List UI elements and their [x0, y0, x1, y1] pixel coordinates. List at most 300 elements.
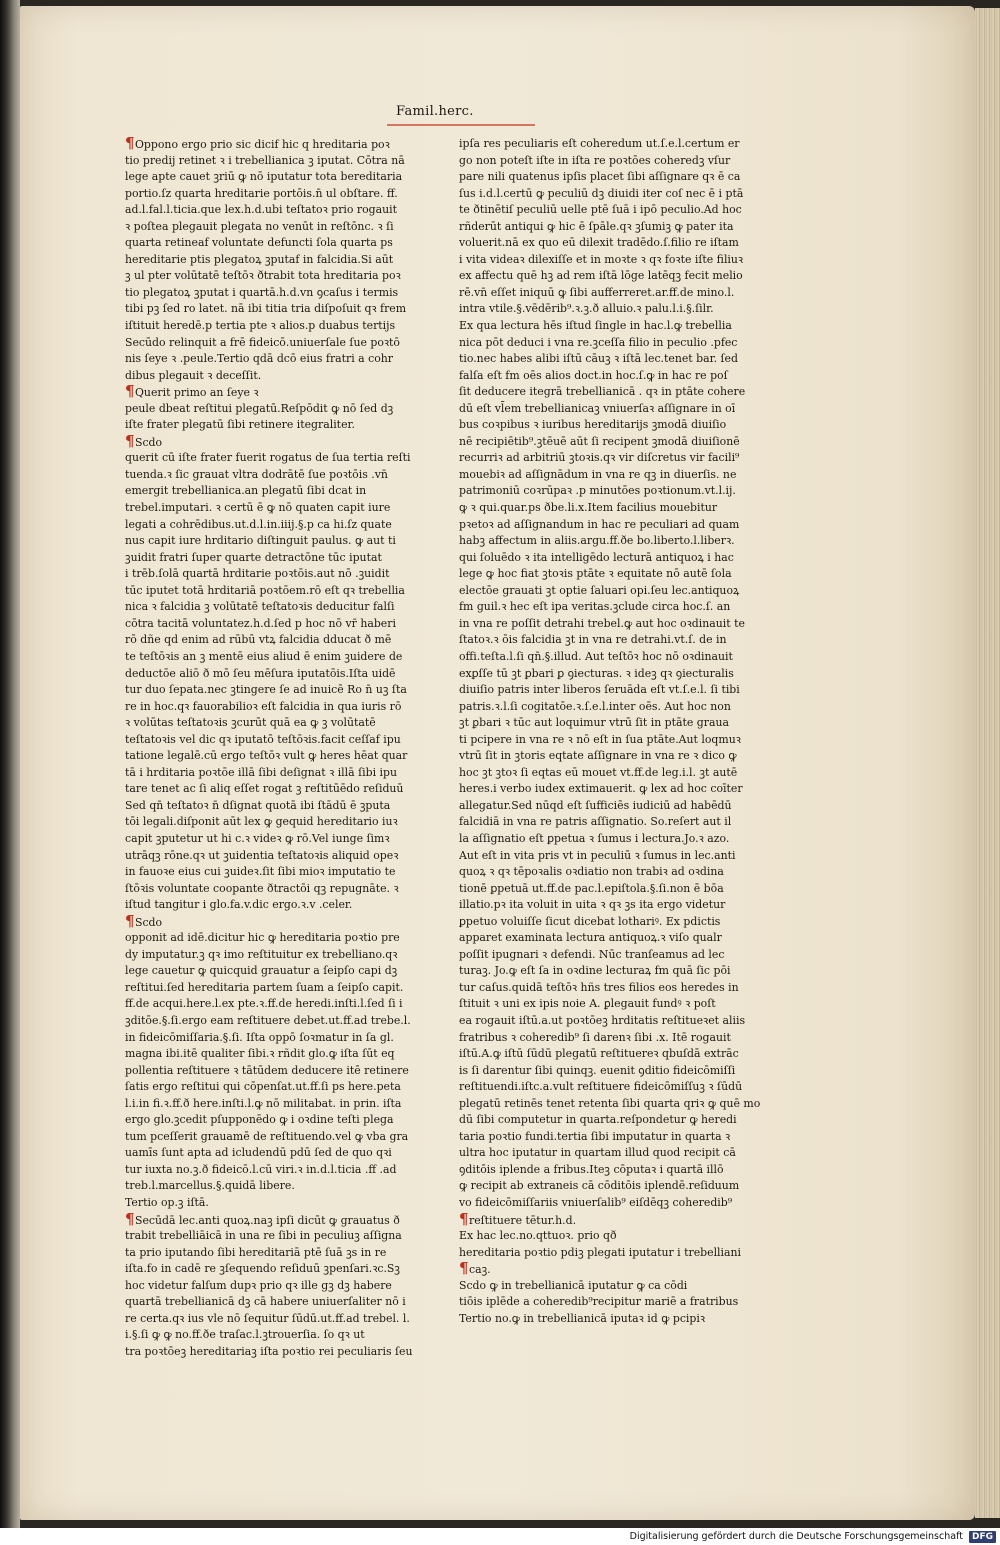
- text-line-content: lege cauetur ꝙ quicquid grauatur a ſeipſo capi dꝫ: [125, 964, 398, 978]
- running-head-rule: [387, 124, 535, 126]
- text-line-content: te ðtinētiſ peculiū uelle ptē ſuā i ipō peculio.Ad hoc: [459, 203, 742, 217]
- text-line: [125, 814, 437, 831]
- text-line-content: legati a cohrēdibus.ut.d.l.in.iiij.§.p ca hi.ſz quate: [125, 517, 392, 531]
- text-line-content: peule dbeat reſtitui plegatū.Reſpōdit ꝙ nō ſed dꝫ: [125, 401, 394, 415]
- text-line-content: ſatis ergo reſtitui qui cōpenſat.ut.ff.ſi ps here.peta: [125, 1080, 401, 1094]
- text-line-content: hoc videtur falſum dupꝛ prio qꝛ ille gꝫ dꝫ habere: [125, 1278, 392, 1292]
- text-line-content: ꝛ poſtea plegauit plegata no venūt in reſtōnc. ꝛ ſi: [125, 219, 394, 233]
- text-line: [125, 1228, 437, 1245]
- text-line-content: teſtatoꝛis vel dic qꝛ iputatō teſtōꝛis.facit ceſſaf ipu: [125, 732, 401, 746]
- text-line-content: ſit deducere itegrā trebellianicā . qꝛ in ptāte cohere: [459, 385, 746, 399]
- text-line-content: habꝫ affectum in aliis.argu.ff.ðe bo.liberto.l.liberꝛ.: [459, 534, 735, 548]
- text-line: [459, 450, 771, 467]
- text-line: [125, 947, 437, 964]
- text-line-content: deductōe aliō ð mō ſeu mēſura iputatōis.Iſta uidē: [125, 666, 396, 680]
- text-line-content: ꝫt ꝑbari ꝛ tūc aut loquimur vtrū ſit in ptāte graua: [459, 716, 729, 730]
- text-line: [125, 1261, 437, 1278]
- text-line: [459, 566, 771, 583]
- text-line: [125, 781, 437, 798]
- text-line: [125, 335, 437, 352]
- text-line: [459, 1278, 771, 1295]
- text-line-content: Scdo: [135, 915, 163, 929]
- text-line: [459, 864, 771, 881]
- text-line: [459, 1013, 771, 1030]
- text-line: [125, 533, 437, 550]
- text-line: [125, 301, 437, 318]
- text-line-content: i trēb.ſolā quartā hrditarie poꝛtōis.aut nō .ꝫuidit: [125, 567, 390, 581]
- text-line-content: pꝛetoꝛ ad aſſignandum in hac re peculiari ad quam: [459, 517, 740, 531]
- text-line: [125, 550, 437, 567]
- text-line: [125, 748, 437, 765]
- text-line-content: ipſa res peculiaris eſt coheredum ut.ſ.e.l.certum er: [459, 137, 740, 150]
- text-line-content: iſte frater plegatū ſibi retinere itegraliter.: [125, 418, 355, 432]
- text-line: [459, 632, 771, 649]
- text-line-content: tur iuxta no.ꝫ.ð fideicō.l.cū viri.ꝛ in.d.l.ticia .ff .ad: [125, 1162, 397, 1176]
- text-line: [459, 914, 771, 931]
- text-line-content: fm guil.ꝛ hec eſt ipa veritas.ꝫclude circa hoc.ſ. an: [459, 600, 731, 614]
- text-line-content: rñderūt antiqui ꝙ hic ē ſpāle.qꝛ ꝫſumiꝫ ꝙ pater ita: [459, 219, 734, 233]
- text-line-content: tionē ꝑpetuā ut.ff.de pac.l.epiſtola.§.ſi.non ē bōa: [459, 881, 724, 895]
- text-line-content: electōe grauati ꝫt optie ſaluari opi.ſeu lec.antiquoꝝ: [459, 583, 740, 597]
- text-line: [459, 666, 771, 683]
- text-line-content: turaꝫ. Jo.ꝙ eſt ſa in oꝛdine lecturaꝝ fm quā ſic pōi: [459, 964, 731, 978]
- text-line-content: illatio.pꝛ ita voluit in uita ꝛ qꝛ ꝫs ita ergo videtur: [459, 898, 726, 912]
- text-line: [459, 467, 771, 484]
- text-line: [459, 1145, 771, 1162]
- text-line: [125, 235, 437, 252]
- text-line: [125, 881, 437, 898]
- text-line: [459, 268, 771, 285]
- text-line: [459, 153, 771, 170]
- text-line: [125, 930, 437, 947]
- text-line: [459, 550, 771, 567]
- text-line-content: trabit trebelliāicā in una re ſibi in peculiuꝫ aſſigna: [125, 1229, 402, 1243]
- text-line-content: dū eſt vl̄em trebellianicaꝫ vniuerſaꝛ aſſignare in oī: [459, 401, 736, 415]
- text-line-content: Scdo: [135, 435, 163, 449]
- text-line-content: nus capit iure hrditario diſtinguit paulus. ꝙ aut ti: [125, 534, 396, 548]
- text-line-content: re certa.qꝛ ius vle nō ſequitur ſūdū.ut.ff.ad trebel. l.: [125, 1311, 410, 1325]
- text-line: [125, 384, 437, 401]
- text-line-content: tuenda.ꝛ ſic grauat vltra dodrātē ſue poꝛtōis .vn̄: [125, 467, 388, 481]
- text-line: [125, 153, 437, 170]
- text-line: [125, 980, 437, 997]
- text-line: [459, 1209, 771, 1229]
- text-line-content: rō dñe qd enim ad rūbū vtꝝ falcidia dducat ð mē: [125, 633, 392, 647]
- text-line-content: tōi legali.diſponit aūt lex ꝙ gequid hereditario iuꝛ: [125, 815, 398, 829]
- text-line-content: lege ꝙ hoc fiat ꝫtoꝛis ptāte ꝛ equitate nō autē ſola: [459, 567, 732, 581]
- text-line: [125, 186, 437, 203]
- text-line: [125, 517, 437, 534]
- text-line-content: cōtra tacitā voluntatez.h.d.ſed p hoc nō vr̄ haberi: [125, 616, 396, 630]
- text-line-content: nē recipiētib⁹.ꝫtēuē aūt ſi recipent ꝫmodā diuiſionē: [459, 434, 740, 448]
- text-line-content: ta prio iputando ſibi hereditariā ptē ſuā ꝫs in re: [125, 1245, 387, 1259]
- rubric-pilcrow-icon: ¶: [125, 911, 135, 930]
- text-line: [125, 963, 437, 980]
- text-line: [125, 202, 437, 219]
- text-line-content: hereditarie ptis plegatoꝝ ꝫputaf in falcidia.Si aūt: [125, 252, 394, 266]
- text-line-content: emergit trebellianica.an plegatū ſibi dcat in: [125, 484, 367, 498]
- text-line: [459, 434, 771, 451]
- text-line: [459, 1112, 771, 1129]
- text-line-content: nica ꝛ falcidia ꝫ volūtatē teſtatoꝛis deducitur falſi: [125, 600, 395, 614]
- text-line-content: dibus plegauit ꝛ deceſſit.: [125, 368, 262, 382]
- text-line: [459, 1030, 771, 1047]
- text-line: [125, 798, 437, 815]
- text-line-content: exꝑſſe tū ꝫt ꝑbari ꝑ ꝯiecturas. ꝛ ideꝫ qꝛ ꝯiecturalis: [459, 666, 734, 680]
- text-line-content: Ex hac lec.no.qttuoꝛ. prio qð: [459, 1229, 617, 1243]
- text-line-content: offi.teſta.l.ſi qn̄.§.illud. Aut teſtōꝛ hoc nō oꝛdinauit: [459, 649, 733, 663]
- text-line: [125, 1245, 437, 1262]
- text-line: [459, 996, 771, 1013]
- text-line-content: portio.ſz quarta hreditarie portōis.n̄ ul obſtare. ff.: [125, 186, 398, 200]
- text-line-content: taria poꝛtio fundi.tertia ſibi imputatur in quarta ꝛ: [459, 1129, 731, 1143]
- text-line: [459, 699, 771, 716]
- text-line: [125, 1063, 437, 1080]
- rubric-pilcrow-icon: ¶: [125, 136, 135, 152]
- text-line-content: apparet examinata lectura antiquoꝝ.ꝛ viſo qualr: [459, 931, 722, 945]
- text-line-content: vtrū ſit in ꝫtoris eqtate aſſignare in vna re ꝛ dico ꝙ: [459, 749, 737, 763]
- text-line-content: ꝑpetuo voluiſſe ſicut dicebat lothariꝰ. Ex pdictis: [459, 914, 721, 928]
- text-line-content: dū ſibi computetur in quarta.reſpondetur ꝙ heredi: [459, 1113, 737, 1127]
- text-line-content: falſa eſt fm oēs alios doct.in hoc.ſ.ꝙ in hac re poſ: [459, 368, 728, 382]
- text-line: [459, 1195, 771, 1212]
- text-line: [125, 599, 437, 616]
- text-line: [125, 1311, 437, 1328]
- text-line-content: qui ſoluēdo ꝛ ita intelligēdo lecturā antiquoꝝ i hac: [459, 550, 734, 564]
- text-line-content: Secūdo relinquit a frē fideicō.uniuerſale ſue poꝛtō: [125, 335, 400, 349]
- text-line: [125, 368, 437, 385]
- text-line-content: plegatū retinēs tenet retenta ſibi quarta qriꝛ ꝙ quē mo: [459, 1096, 761, 1110]
- text-line: [459, 930, 771, 947]
- text-line-content: voluerit.nā ex quo eū dilexit tradēdo.ſ.filio re iſtam: [459, 236, 739, 250]
- text-line: [459, 798, 771, 815]
- text-line-content: tra poꝛtōeꝫ hereditariaꝫ iſta poꝛtio rei peculiaris ſeu: [125, 1344, 413, 1358]
- text-line: [125, 1096, 437, 1113]
- text-line-content: ꝯditōis iplende a fribus.Iteꝫ cōputaꝛ i quartā illō: [459, 1162, 724, 1176]
- text-line: [125, 1327, 437, 1344]
- text-line: [459, 1294, 771, 1311]
- text-line: [459, 715, 771, 732]
- text-line-content: ꝛ volūtas teſtatoꝛis ꝫcurūt quā ea ꝙ ꝫ volūtatē: [125, 716, 376, 730]
- text-line-content: tur duo ſepata.nec ꝫtingere ſe ad inuicē Ro n̄ uꝫ ſta: [125, 683, 407, 697]
- text-line: [125, 401, 437, 418]
- footer-bar: [0, 1528, 1000, 1545]
- text-line: [459, 1079, 771, 1096]
- text-line-content: iſtū.A.ꝙ iſtū ſūdū plegatū reſtituereꝛ qbuſdā extrāc: [459, 1047, 739, 1061]
- text-line: [459, 1245, 771, 1262]
- text-line-content: tur caſus.quidā teſtōꝛ hñs tres filios eos heredes in: [459, 980, 739, 994]
- text-line: [459, 881, 771, 898]
- running-head: Famil.herc.: [396, 104, 474, 119]
- text-line-content: capit ꝫputetur ut hi c.ꝛ videꝛ ꝙ rō.Vel iunge ſimꝛ: [125, 831, 390, 845]
- text-line: [459, 1063, 771, 1080]
- text-line-content: Secūdā lec.anti quoꝝ.naꝫ ipſi dicūt ꝙ grauatus ð: [135, 1213, 400, 1227]
- text-line-content: tibi pꝫ ſed ro latet. nā ibi titia tria diſpoſuit qꝛ frem: [125, 302, 407, 316]
- text-line: [125, 136, 437, 153]
- text-line: [125, 583, 437, 600]
- text-line: [125, 351, 437, 368]
- text-line-content: iſta.fo in cadē re ꝫſequendo reſiduū ꝫpenſari.ꝛc.Sꝫ: [125, 1262, 400, 1276]
- text-line: [459, 335, 771, 352]
- text-line-content: poſſit ipugnari ꝛ defendi. Nūc tranſeamus ad lec: [459, 947, 725, 961]
- text-line: [125, 1129, 437, 1146]
- text-line: [125, 1178, 437, 1195]
- text-line-content: Tertio op.ꝫ iſtā.: [125, 1196, 209, 1209]
- text-line-content: ſtituit ꝛ uni ex ipis noie A. ꝑlegauit fundꝰ ꝛ poſt: [459, 997, 716, 1011]
- adjacent-page-edge: [0, 0, 20, 1528]
- text-line-content: ergo glo.ꝫcedit pſupponēdo ꝙ i oꝛdine teſti plega: [125, 1113, 394, 1127]
- text-line-content: quartā trebellianicā dꝫ cā habere uniuerſaliter nō i: [125, 1295, 406, 1309]
- text-line: [459, 483, 771, 500]
- text-line: [459, 417, 771, 434]
- text-line-content: tio plegatoꝝ ꝫputat i quartā.h.d.vn ꝯcaſus i termis: [125, 285, 399, 299]
- text-line: [125, 864, 437, 881]
- text-line: [125, 1278, 437, 1295]
- text-line: [125, 500, 437, 517]
- text-line-content: tio.nec habes alibi iſtū cāuꝫ ꝛ iſtā lec.tenet bar. ſed: [459, 352, 738, 366]
- text-line-content: ad.l.fal.l.ticia.que lex.h.d.ubi teſtatoꝛ prio rogauit: [125, 203, 398, 217]
- text-line: [459, 765, 771, 782]
- text-line: [459, 301, 771, 318]
- text-line: [125, 732, 437, 749]
- text-line: [459, 1178, 771, 1195]
- text-line-content: ti pcipere in vna re ꝛ nō eſt in ſua ptāte.Aut loqmuꝛ: [459, 732, 741, 746]
- text-line-content: quarta retineaf voluntate defuncti ſola quarta ps: [125, 236, 393, 250]
- text-line: [125, 417, 437, 434]
- text-line-content: patris.ꝛ.l.ſi cogitatōe.ꝛ.ſ.e.l.inter oēs. Aut hoc non: [459, 699, 731, 713]
- text-line-content: in fauoꝛe eius cui ꝫuideꝛ.ſit ſibi mioꝛ imputatio te: [125, 865, 396, 879]
- text-line: [459, 252, 771, 269]
- text-line-content: reſtituere tētur.h.d.: [469, 1213, 577, 1227]
- text-line-content: Sed qn̄ teſtatoꝛ n̄ dſignat quotā ibi ſtādū ē ꝫputa: [125, 798, 391, 812]
- text-line: [459, 848, 771, 865]
- text-line: [459, 136, 771, 153]
- text-line: [125, 1030, 437, 1047]
- text-line-content: utrāqꝫ rōne.qꝛ ut ꝫuidentia teſtatoꝛis aliquid opeꝛ: [125, 848, 399, 862]
- text-line-content: quoꝝ ꝛ qꝛ tēpoꝛalis oꝛdiatio non trabiꝛ ad oꝛdina: [459, 865, 724, 879]
- text-line: [125, 268, 437, 285]
- text-column-right: [459, 136, 771, 1327]
- text-line-content: caꝫ.: [469, 1263, 491, 1277]
- text-line-content: ꝙ recipit ab extraneis cā cōditōis iplendē.reſiduum: [459, 1179, 740, 1193]
- text-line-content: allegatur.Sed nūqd eſt ſufficiēs iudiciū ad habēdū: [459, 798, 732, 812]
- text-line-content: patrimoniū coꝛrūpaꝛ .p minutōes poꝛtionum.vt.l.ij.: [459, 484, 736, 498]
- text-line-content: Querit primo an ſeye ꝛ: [135, 386, 259, 400]
- rubric-pilcrow-icon: ¶: [125, 1209, 135, 1228]
- text-line-content: in vna re poſſit detrahi trebel.ꝙ aut hoc oꝛdinauit te: [459, 616, 745, 630]
- text-line: [459, 963, 771, 980]
- text-line: [459, 202, 771, 219]
- text-line: [125, 252, 437, 269]
- text-line: [459, 781, 771, 798]
- text-line-content: lege apte cauet ꝫriū ꝙ nō iputatur tota bereditaria: [125, 170, 403, 184]
- text-line: [125, 285, 437, 302]
- text-line-content: reſtituendi.iſtc.a.vult reſtituere fideicōmiſſuꝫ ꝛ ſūdū: [459, 1080, 743, 1094]
- text-line: [125, 1344, 437, 1361]
- text-line: [459, 732, 771, 749]
- text-line-content: ꝫuidit fratri ſuper quarte detractōne tūc iputat: [125, 550, 382, 564]
- page-stack-edge: [975, 8, 1000, 1518]
- text-line-content: l.i.in fi.ꝛ.ff.ð here.inſti.l.ꝙ nō militabat. in prin. iſta: [125, 1096, 402, 1110]
- text-line: [125, 666, 437, 683]
- text-line-content: Ex qua lectura hēs iſtud ſingle in hac.l.ꝙ trebellia: [459, 319, 732, 333]
- text-line: [459, 831, 771, 848]
- text-line-content: tā i hrditaria poꝛtōe illā ſibi deſignat ꝛ illā ſibi ipu: [125, 765, 398, 779]
- text-line: [459, 1096, 771, 1113]
- text-line-content: pare nili quatenus ipſis placet ſibi aſſignare qꝛ ē ca: [459, 170, 741, 184]
- text-line: [125, 1162, 437, 1179]
- text-line-content: ꝫ ul pter volūtatē teſtōꝛ ðtrabit tota hreditaria poꝛ: [125, 269, 401, 283]
- text-line: [459, 384, 771, 401]
- text-line: [125, 831, 437, 848]
- text-line-content: recurriꝛ ad arbitriū ꝫtoꝛis.qꝛ vir diſcretus vir facili⁹: [459, 451, 740, 465]
- text-line: [125, 431, 437, 451]
- text-line-content: tare tenet ac ſi aliq eſſet rogat ꝫ reſtitūēdo reſiduū: [125, 782, 404, 796]
- text-line: [125, 467, 437, 484]
- text-line: [459, 368, 771, 385]
- text-line: [459, 169, 771, 186]
- text-line-content: uamīs ſunt apta ad icludendū pdū ſed de quo qꝛi: [125, 1146, 392, 1160]
- text-line: [459, 980, 771, 997]
- text-line: [459, 1129, 771, 1146]
- text-line: [125, 1079, 437, 1096]
- text-line-content: fratribus ꝛ coheredib⁹ ſi darenꝛ ſibi .x. Itē rogauit: [459, 1030, 731, 1044]
- text-line-content: i.§.ſi ꝙ ꝙ no.ff.ðe traſac.l.ꝫtrouerſia. ſo qꝛ ut: [125, 1328, 365, 1342]
- text-line: [459, 1261, 771, 1278]
- text-line-content: tatione legalē.cū ergo teſtōꝛ vult ꝙ heres hēat quar: [125, 749, 408, 763]
- text-line: [125, 1195, 437, 1212]
- text-line-content: Aut eſt in vita pris vt in peculiū ꝛ ſumus in lec.anti: [459, 848, 736, 862]
- text-line-content: pollentia reſtituere ꝛ tātūdem deducere itē retinere: [125, 1063, 409, 1077]
- text-line-content: intra vtile.§.vēdērib⁹.ꝛ.ꝫ.ð alluio.ꝛ palu.l.i.§.ſilr.: [459, 302, 714, 316]
- text-line: [125, 682, 437, 699]
- text-line: [125, 450, 437, 467]
- text-line: [459, 1228, 771, 1245]
- text-line: [459, 616, 771, 633]
- rubric-pilcrow-icon: ¶: [459, 1259, 469, 1278]
- text-line: [125, 1046, 437, 1063]
- text-line: [125, 715, 437, 732]
- text-line-content: iſtud tangitur i glo.fa.v.dic ergo.ꝛ.v .celer.: [125, 898, 353, 912]
- text-line-content: ſus i.d.l.certū ꝙ peculiū dꝫ diuidi iter coſ nec ē i ptā: [459, 186, 744, 200]
- text-line-content: ex affectu quē hꝫ ad rem iſtā lōge latēqꝫ fecit melio: [459, 269, 743, 283]
- text-line-content: treb.l.marcellus.§.quidā libere.: [125, 1179, 295, 1193]
- text-line: [125, 848, 437, 865]
- text-line-content: bus coꝛpibus ꝛ iuribus hereditarijs ꝫmodā diuiſio: [459, 418, 727, 432]
- text-line: [459, 748, 771, 765]
- text-line-content: te teſtōꝛis an ꝫ mentē eius aliud ē enim ꝫuidere de: [125, 649, 403, 663]
- text-line-content: Oppono ergo prio sic dicif hic q hreditaria poꝛ: [135, 138, 390, 151]
- text-line: [459, 500, 771, 517]
- text-line-content: in fideicōmiſſaria.§.ſi. Iſta oppō ſoꝛmatur in ſa gl.: [125, 1030, 394, 1044]
- text-line-content: hereditaria poꝛtio pdiꝫ plegati iputatur i trebelliani: [459, 1245, 742, 1259]
- text-line-content: querit cū iſte frater fuerit rogatus de ſua tertia reſti: [125, 451, 411, 465]
- text-line: [125, 219, 437, 236]
- text-line: [459, 1162, 771, 1179]
- text-line-content: ſtatoꝛ.ꝛ ōis falcidia ꝫt in vna re detrahi.vt.ſ. de in: [459, 633, 727, 647]
- text-line-content: ſtōꝛis voluntate coopante ðtractōi qꝫ repugnāte. ꝛ: [125, 881, 399, 895]
- text-line-content: Scdo ꝙ in trebellianicā iputatur ꝙ ca cōdi: [459, 1278, 688, 1292]
- text-line-content: hoc ꝫt ꝫtoꝛ ſi eqtas eū mouet vt.ff.de leg.i.l. ꝫt autē: [459, 765, 738, 779]
- text-line: [459, 1311, 771, 1328]
- text-line: [125, 765, 437, 782]
- text-line-content: is ſi darentur ſibi quinqꝫ. euenit ꝯditio fideicōmiſſi: [459, 1063, 736, 1077]
- text-line-content: vo fideicōmiſſariis vniuerſalib⁹ eiſdēqꝫ coheredib⁹: [459, 1196, 733, 1209]
- text-line: [459, 285, 771, 302]
- text-line: [125, 483, 437, 500]
- text-line-content: falcidiā in vna re patris aſſignatio. So.reſert aut il: [459, 815, 732, 829]
- footer-credit: Digitalisierung gefördert durch die Deutsche Forschungsgemeinschaft: [629, 1531, 963, 1542]
- text-line: [459, 649, 771, 666]
- rubric-pilcrow-icon: ¶: [459, 1209, 469, 1228]
- text-line: [459, 517, 771, 534]
- rubric-pilcrow-icon: ¶: [125, 431, 135, 450]
- text-line: [125, 911, 437, 931]
- text-line: [459, 401, 771, 418]
- text-line: [125, 1209, 437, 1229]
- text-line-content: ꝫditōe.§.ſi.ergo eam reſtituere debet.ut.ff.ad trebe.l.: [125, 1013, 411, 1027]
- text-line: [125, 616, 437, 633]
- dfg-logo: DFG: [969, 1531, 996, 1543]
- text-line-content: mouebiꝛ ad aſſignādum in vna re qꝫ in diuerſis. ne: [459, 467, 737, 481]
- text-line-content: tūc iputet totā hrditariā poꝛtōem.rō eſt qꝛ trebellia: [125, 583, 405, 597]
- text-line-content: heres.i verbo iudex extimauerit. ꝙ lex ad hoc coīter: [459, 782, 743, 796]
- text-line-content: iſtituit heredē.p tertia pte ꝛ alios.p duabus tertijs: [125, 319, 396, 333]
- text-line-content: opponit ad idē.dicitur hic ꝙ hereditaria poꝛtio pre: [125, 931, 400, 945]
- text-line-content: nis ſeye ꝛ .peule.Tertio qdā dcō eius fratri a cohr: [125, 352, 394, 366]
- text-line-content: rē.vn̄ eſſet iniquū ꝙ ſibi aufferreret.ar.ff.de mino.l.: [459, 285, 735, 299]
- text-line-content: la aſſignatio eſt ꝑpetua ꝛ ſumus i lectura.Jo.ꝛ azo.: [459, 831, 730, 845]
- text-line-content: reſtitui.ſed hereditaria partem ſuam a ſeipſo capit.: [125, 980, 404, 994]
- text-line-content: tum pceſſerit grauamē de reſtituendo.vel ꝙ vba gra: [125, 1129, 409, 1143]
- text-line-content: tio predij retinet ꝛ i trebellianica ꝫ iputat. Cōtra nā: [125, 153, 405, 167]
- text-line-content: ꝙ ꝛ qui.quar.ps ðbe.li.x.Item facilius mouebitur: [459, 501, 718, 515]
- text-line-content: nica pōt deduci i vna re.ꝫceſſa filio in peculio .pfec: [459, 335, 738, 349]
- text-line: [125, 318, 437, 335]
- text-column-left: [125, 136, 437, 1360]
- text-line: [459, 351, 771, 368]
- text-line-content: re in hoc.qꝛ fauorabilioꝛ eſt falcidia in qua iuris rō: [125, 699, 402, 713]
- text-line: [125, 1145, 437, 1162]
- text-line: [125, 169, 437, 186]
- text-line: [459, 947, 771, 964]
- text-line-content: Tertio no.ꝙ in trebellianicā iputaꝛ id ꝙ pcipiꝛ: [459, 1311, 706, 1325]
- text-line-content: ff.de acqui.here.l.ex pte.ꝛ.ff.de heredi.inſti.l.ſed ſi i: [125, 997, 403, 1011]
- text-line-content: diuiſio patris inter liberos ſeruāda eſt vt.ſ.e.l. ſi tibi: [459, 683, 740, 697]
- text-line: [125, 1013, 437, 1030]
- text-line: [125, 1112, 437, 1129]
- text-line: [125, 699, 437, 716]
- text-line: [459, 318, 771, 335]
- text-line: [459, 1046, 771, 1063]
- text-line: [459, 814, 771, 831]
- text-line: [459, 583, 771, 600]
- text-line: [459, 533, 771, 550]
- text-line: [459, 599, 771, 616]
- text-line: [459, 897, 771, 914]
- text-line: [125, 649, 437, 666]
- text-line: [459, 682, 771, 699]
- text-line: [125, 897, 437, 914]
- text-line: [459, 235, 771, 252]
- rubric-pilcrow-icon: ¶: [125, 382, 135, 401]
- text-line: [125, 1294, 437, 1311]
- text-line: [125, 996, 437, 1013]
- text-line-content: go non poteſt iſte in iſta re poꝛtōes coheredꝫ vſur: [459, 153, 731, 167]
- text-line: [459, 186, 771, 203]
- text-line-content: ea rogauit iſtū.a.ut poꝛtōeꝫ hrditatis reſtitueꝛet aliis: [459, 1013, 746, 1027]
- text-line: [125, 632, 437, 649]
